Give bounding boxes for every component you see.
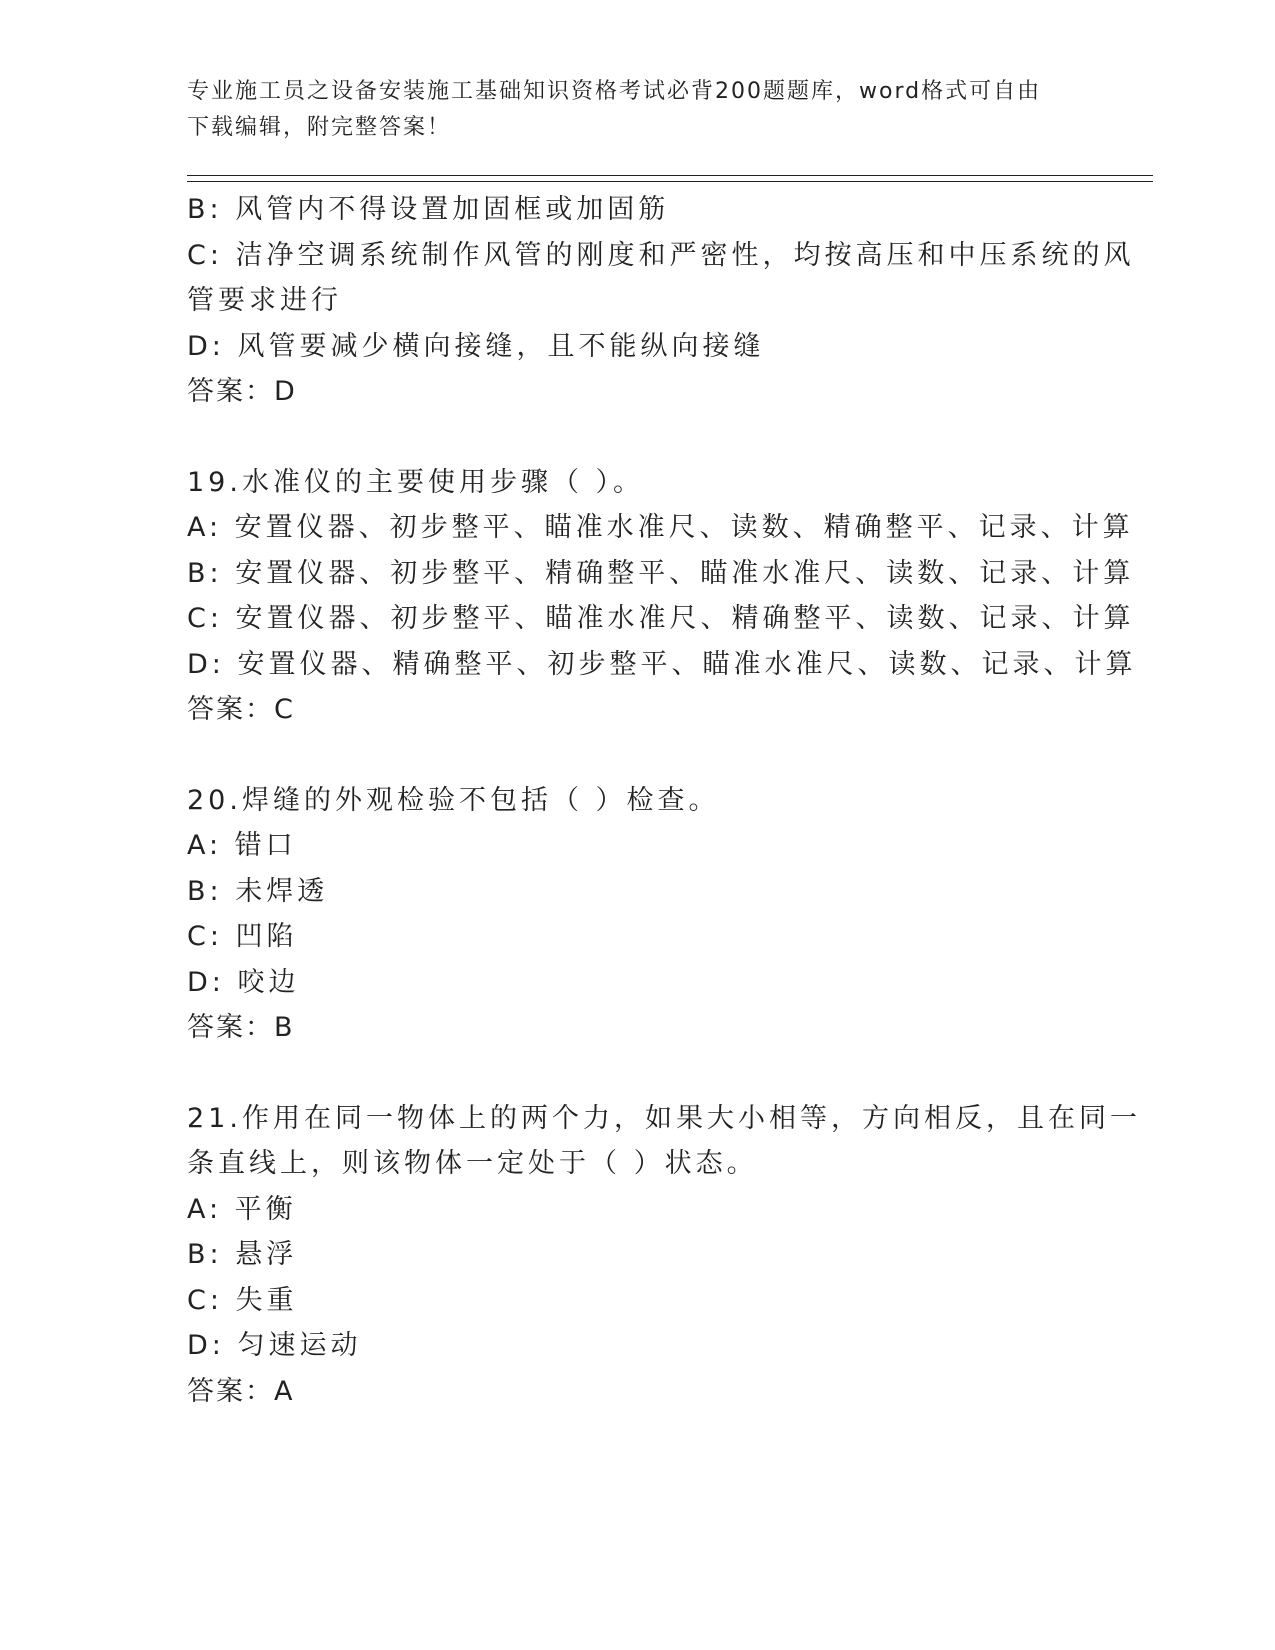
option-d: D: 风管要减少横向接缝，且不能纵向接缝 [187,330,765,362]
spacer [187,415,1087,460]
question-20 [187,778,1087,1051]
question-21 [187,1096,1141,1415]
question-text: 21.作用在同一物体上的两个力，如果大小相等，方向相反，且在同一 [187,1102,1141,1134]
option-c: C: 凹陷 [187,921,298,952]
header-divider-top [187,175,1153,176]
answer: 答案：D [187,376,297,407]
question-19 [187,460,1137,733]
document-header [187,74,1087,146]
option-c: C: 失重 [187,1284,298,1316]
option-a: A: 安置仪器、初步整平、瞄准水准尺、读数、精确整平、记录、计算 [187,512,1134,543]
answer: 答案：C [187,694,295,725]
option-d: D: 咬边 [187,966,300,998]
answer: 答案：B [187,1012,295,1043]
option-d: D: 匀速运动 [187,1330,362,1361]
option-b: B: 风管内不得设置加固框或加固筋 [187,194,670,225]
answer: 答案：A [187,1375,295,1407]
spacer [187,733,1087,778]
header-line-2: 下载编辑，附完整答案！ [187,115,452,140]
question-18-continued [187,187,1135,415]
header-divider-bottom [187,181,1153,182]
spacer [187,1051,1087,1096]
question-list [187,187,1141,1414]
option-b: B: 未焊透 [187,875,329,907]
option-b: B: 悬浮 [187,1239,298,1270]
option-c: C: 洁净空调系统制作风管的刚度和严密性，均按高压和中压系统的风 [187,239,1135,271]
option-d: D: 安置仪器、精确整平、初步整平、瞄准水准尺、读数、记录、计算 [187,648,1137,680]
option-c-continued: 管要求进行 [187,285,342,316]
question-text-continued: 条直线上，则该物体一定处于（ ）状态。 [187,1148,758,1179]
question-text: 19.水准仪的主要使用步骤（ ）。 [187,466,645,498]
question-text: 20.焊缝的外观检验不包括（ ）检查。 [187,784,720,816]
header-line-1: 专业施工员之设备安装施工基础知识资格考试必背200题题库，word格式可自由 [187,79,1042,104]
option-c: C: 安置仪器、初步整平、瞄准水准尺、精确整平、读数、记录、计算 [187,603,1135,634]
option-b: B: 安置仪器、初步整平、精确整平、瞄准水准尺、读数、记录、计算 [187,557,1135,589]
option-a: A: 错口 [187,830,297,861]
option-a: A: 平衡 [187,1193,297,1225]
